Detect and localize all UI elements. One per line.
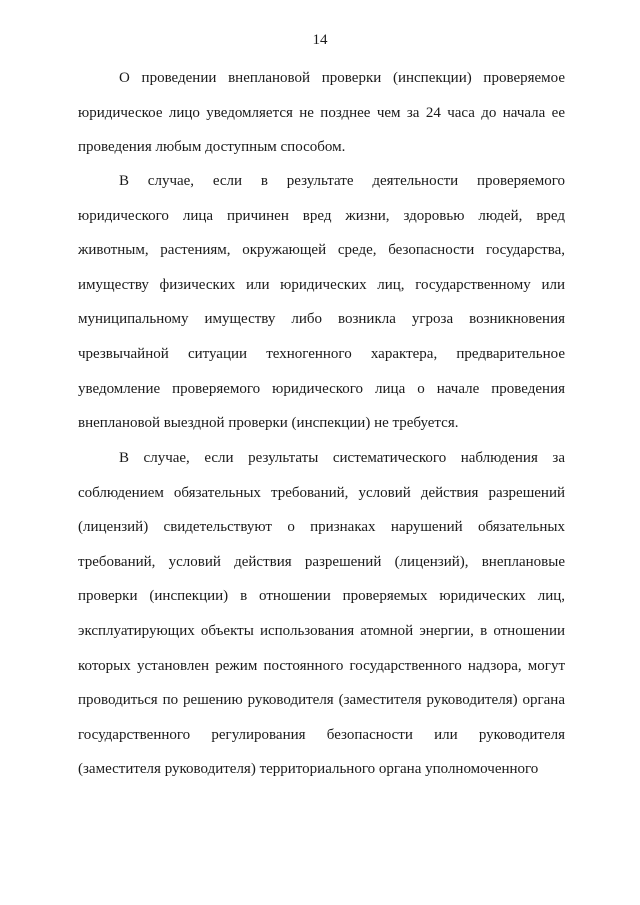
paragraph-1: О проведении внеплановой проверки (инспекции) проверяемое юридическое лицо уведомляется не позднее чем за 24 часа до начала ее проведения любым доступным способом.: [78, 70, 565, 156]
paragraph-3: В случае, если результаты систематического наблюдения за соблюдением обязательных требований, условий действия разрешений (лицензий) свидетельствуют о признаках нарушений обязательных требований, условий действия разрешений (лицензий), внеплановые проверки (инспекции) в отношении проверяемых юридических лиц, эксплуатирующих объекты использования атомной энергии, в отношении которых установлен режим постоянного государственного надзора, могут проводиться по решению руководителя (заместителя руководителя) органа государственного регулирования безопасности или руководителя (заместителя руководителя) территориального органа уполномоченного: [78, 450, 565, 778]
page-number: 14: [312, 32, 328, 48]
paragraph-2: В случае, если в результате деятельности проверяемого юридического лица причинен вред жизни, здоровью людей, вред животным, растениям, окружающей среде, безопасности государства, имуществу физических или юридических лиц, государственному или муниципальному имуществу либо возникла угроза возникновения чрезвычайной ситуации техногенного характера, предварительное уведомление проверяемого юридического лица о начале проведения внеплановой выездной проверки (инспекции) не требуется.: [78, 173, 565, 432]
